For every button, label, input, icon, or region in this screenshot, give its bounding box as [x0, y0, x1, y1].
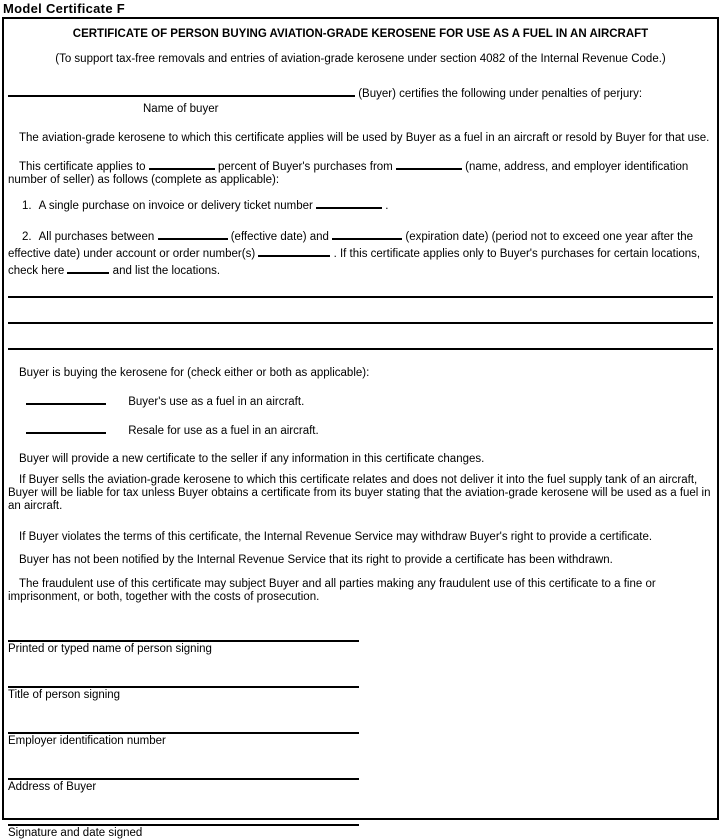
item-2 [8, 227, 713, 278]
address-input[interactable] [8, 778, 359, 780]
item-2-text-2: (effective date) and [230, 231, 329, 243]
withdraw-statement: If Buyer violates the terms of this certificate, the Internal Revenue Service may withdraw Buyer's right to provide a certificate. [19, 531, 653, 543]
resale-label: Resale for use as a fuel in an aircraft. [128, 425, 319, 437]
effective-date-input[interactable] [158, 227, 228, 240]
check-here-input[interactable] [67, 261, 109, 274]
percent-input[interactable] [149, 157, 215, 170]
fraud-statement: The fraudulent use of this certificate may subject Buyer and all parties making any fraudulent use of this certificate to a fine or imprisonment, or both, together with the costs of prosecution. [8, 578, 656, 603]
item-2-text-3: (expiration date) (period not to exceed one year after the effective date) under account or order number(s) [8, 231, 694, 260]
item-1-text: A single purchase on invoice or delivery ticket number [38, 200, 313, 212]
location-line-1[interactable] [8, 296, 713, 298]
location-line-2[interactable] [8, 322, 713, 324]
signature-field-signature-date [8, 824, 713, 840]
buyers-use-label: Buyer's use as a fuel in an aircraft. [128, 396, 305, 408]
document-title: Model Certificate F [3, 1, 125, 16]
certificate-heading: CERTIFICATE OF PERSON BUYING AVIATION-GRADE KEROSENE FOR USE AS A FUEL IN AN AIRCRAFT [72, 28, 649, 40]
signature-field-address [8, 778, 713, 794]
applies-text-3: (name, address, and employer identification number of seller) as follows (complete as applicable): [8, 161, 689, 186]
item-2-text-4: . If this certificate applies only to Buyer's purchases for certain locations, check here [8, 248, 701, 277]
expiration-date-input[interactable] [332, 227, 402, 240]
order-number-input[interactable] [258, 244, 330, 257]
not-notified-statement: Buyer has not been notified by the Internal Revenue Service that its right to provide a certificate has been withdrawn. [19, 554, 613, 566]
buyer-name-input[interactable] [8, 84, 355, 97]
title-input[interactable] [8, 686, 359, 688]
certificate-subheading: (To support tax-free removals and entries of aviation-grade kerosene under section 4082 of the Internal Revenue Code.) [55, 53, 666, 65]
signature-date-label: Signature and date signed [8, 827, 143, 839]
applies-text-1: This certificate applies to [19, 161, 146, 173]
seller-input[interactable] [396, 157, 462, 170]
check-option-buyers-use [8, 392, 713, 409]
signature-field-title [8, 686, 713, 702]
signature-field-printed-name [8, 640, 713, 656]
buyer-name-row [8, 84, 713, 101]
certifies-text: (Buyer) certifies the following under penalties of perjury: [358, 88, 643, 100]
printed-name-input[interactable] [8, 640, 359, 642]
check-option-resale [8, 421, 713, 438]
use-statement: The aviation-grade kerosene to which this certificate applies will be used by Buyer as a fuel in an aircraft or resold by Buyer for that use. [19, 132, 710, 144]
item-1-period: . [385, 200, 389, 212]
applies-text-2: percent of Buyer's purchases from [217, 161, 393, 173]
ticket-number-input[interactable] [316, 196, 382, 209]
signature-field-ein [8, 732, 713, 748]
ein-input[interactable] [8, 732, 359, 734]
signature-date-input[interactable] [8, 824, 359, 826]
printed-name-label: Printed or typed name of person signing [8, 643, 212, 655]
liability-statement: If Buyer sells the aviation-grade kerosene to which this certificate relates and does not deliver it into the fuel supply tank of an aircraft, Buyer will be liable for tax unless Buyer obtains a certificate from its buyer stating that the aviation-grade kerosene will be used as a fuel in an aircraft. [8, 474, 711, 512]
applies-paragraph [8, 157, 713, 187]
item-2-text-5: and list the locations. [112, 265, 221, 277]
item-1-number: 1. [22, 200, 32, 212]
buyer-name-label: Name of buyer [143, 103, 219, 115]
certificate-box [2, 17, 719, 839]
buyers-use-check-input[interactable] [26, 392, 106, 405]
resale-check-input[interactable] [26, 421, 106, 434]
ein-label: Employer identification number [8, 735, 166, 747]
item-2-text-1: All purchases between [38, 231, 155, 243]
address-label: Address of Buyer [8, 781, 97, 793]
new-certificate-statement: Buyer will provide a new certificate to the seller if any information in this certificate changes. [19, 453, 485, 465]
buying-for-statement: Buyer is buying the kerosene for (check either or both as applicable): [19, 367, 370, 379]
item-1 [8, 196, 713, 213]
title-label: Title of person signing [8, 689, 121, 701]
item-2-number: 2. [22, 231, 32, 243]
location-line-3[interactable] [8, 348, 713, 350]
